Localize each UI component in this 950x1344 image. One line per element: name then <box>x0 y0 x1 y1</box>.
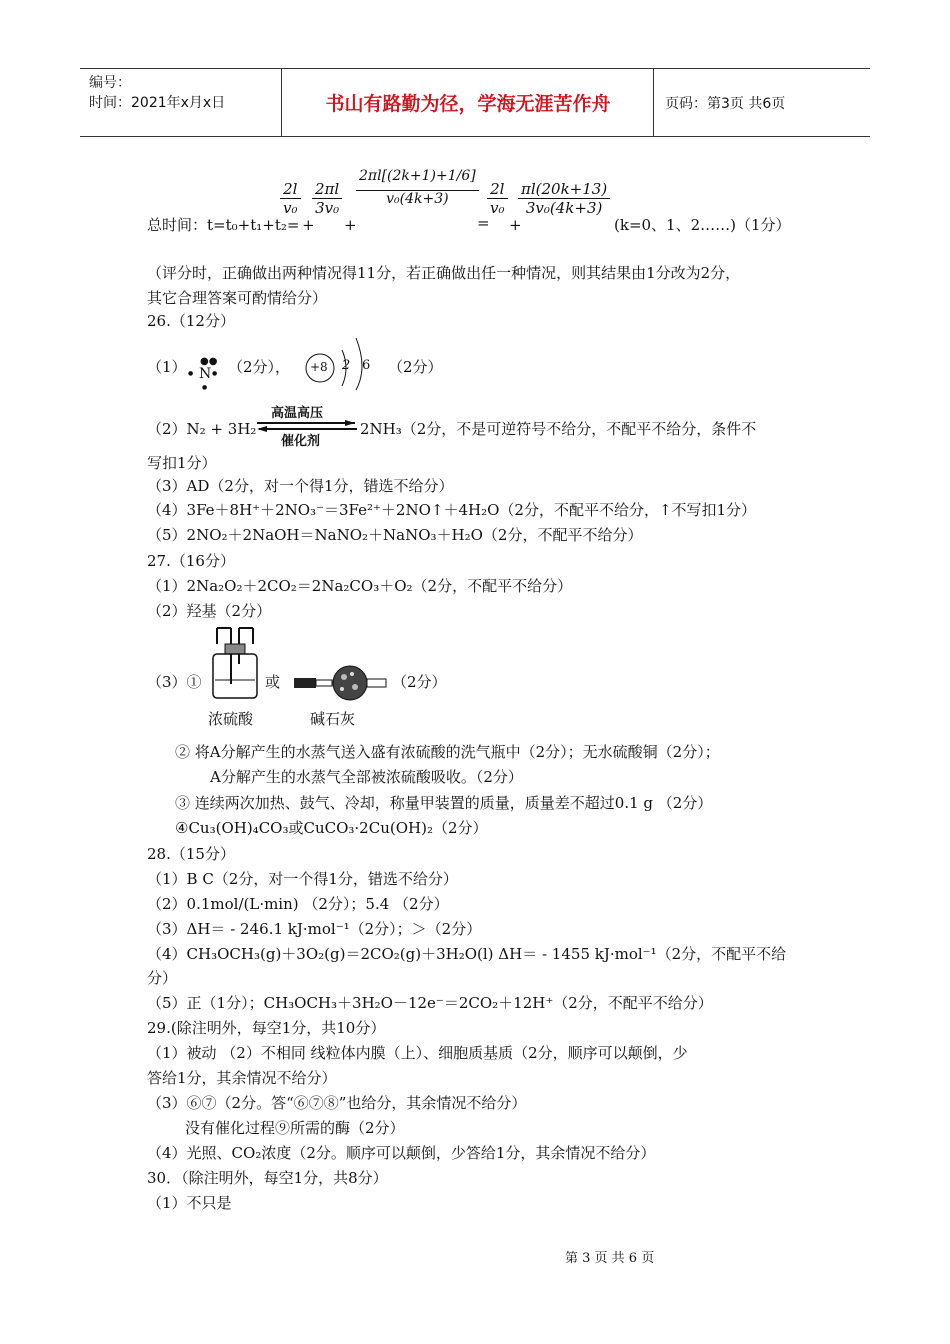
note-line-2: 其它合理答案可酌情给分） <box>147 289 328 307</box>
fraction-3: $\frac{2\pi l[(2k+1)+1/6]}{\text{v₀(4k+3)}}$ <box>356 168 479 207</box>
fraction-1: $\frac{2l}{\text{v₀}}$ <box>280 180 301 217</box>
time-label: 时间：2021年x月x日 <box>89 95 226 111</box>
reaction-condition-arrow: 高温高压 催化剂 <box>255 402 359 446</box>
q26-heading: 26.（12分） <box>147 312 235 330</box>
q28-heading: 28.（15分） <box>147 845 235 863</box>
formula-prefix: 总时间：t=t₀+t₁+t₂= <box>147 216 300 234</box>
header-page: 页码：第3页 共6页 <box>665 95 786 112</box>
header-motto: 书山有路勤为径，学海无涯苦作舟 <box>283 69 654 136</box>
page-header <box>80 68 870 137</box>
oxygen-atom-structure: +8 2 6 <box>302 332 382 392</box>
note-line-1: （评分时，正确做出两种情况得11分，若正确做出任一种情况，则其结果由1分改为2分， <box>147 264 741 282</box>
nitrogen-electron-dot: N ●● ● ● ● <box>188 356 218 391</box>
header-meta <box>80 69 282 136</box>
drying-tube-icon <box>292 662 388 702</box>
formula-suffix: (k=0、1、2……)（1分） <box>614 216 791 234</box>
label-acid: 浓硫酸 <box>208 710 254 728</box>
fraction-4: $\frac{2l}{\text{v₀}}$ <box>487 180 508 217</box>
q30-heading: 30．（除注明外，每空1分，共8分） <box>147 1169 388 1187</box>
fraction-2: $\frac{2\pi l}{\text{3v₀}}$ <box>312 180 342 217</box>
q27-heading: 27.（16分） <box>147 552 235 570</box>
wash-bottle-icon <box>205 624 265 704</box>
wash-bottle-diagram <box>205 624 265 704</box>
page-footer: 第 3 页 共 6 页 <box>565 1251 655 1266</box>
q29-heading: 29.(除注明外，每空1分，共10分） <box>147 1019 386 1037</box>
number-label: 编号： <box>89 75 131 91</box>
drying-tube-diagram <box>292 662 388 702</box>
label-lime: 碱石灰 <box>310 710 356 728</box>
fraction-5: $\frac{\pi l(20k+13)}{\text{3v₀(4k+3)}}$ <box>518 180 610 217</box>
